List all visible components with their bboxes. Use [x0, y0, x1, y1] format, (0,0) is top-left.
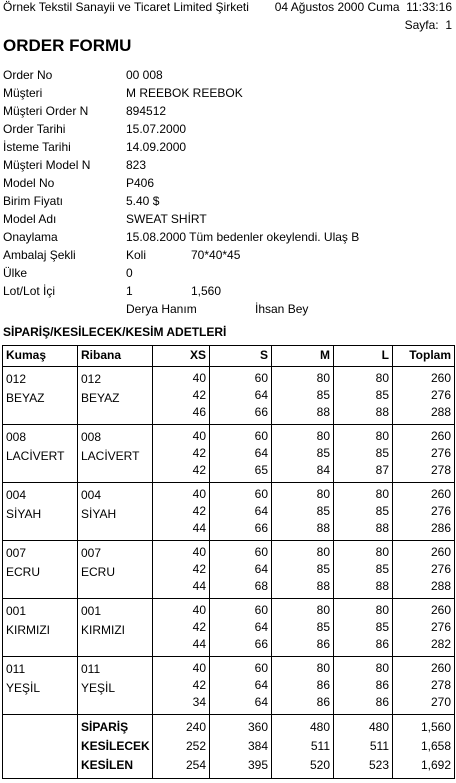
qty-value: 80	[316, 661, 330, 675]
qty-value: 40	[192, 545, 206, 559]
rib-text: LACİVERT	[81, 449, 140, 463]
rib-text: KIRMIZI	[81, 623, 125, 637]
qty-value: 85	[375, 504, 389, 518]
cell-m	[272, 367, 334, 425]
qty-value: 44	[192, 579, 206, 593]
qty-value: 288	[430, 579, 451, 593]
qty-value: 60	[254, 603, 268, 617]
cell-m	[272, 541, 334, 599]
cell-s	[210, 599, 272, 657]
cell-values	[396, 428, 451, 479]
cell-values	[396, 602, 451, 653]
total-value: 254	[185, 758, 206, 772]
field-label: Müşteri Order N	[3, 104, 89, 118]
total-value: 395	[247, 758, 268, 772]
field-label: Model Adı	[3, 212, 57, 226]
fabric-text: 004	[6, 488, 27, 502]
cell-empty	[3, 715, 78, 779]
cell-values	[6, 544, 74, 582]
column-header-l: L	[334, 346, 393, 367]
cell-values	[213, 544, 268, 595]
cell-values	[337, 602, 389, 653]
qty-value: 42	[192, 504, 206, 518]
column-header-toplam: Toplam	[393, 346, 455, 367]
page-number: Sayfa: 1	[404, 18, 452, 32]
qty-value: 260	[430, 487, 451, 501]
cell-l	[334, 367, 393, 425]
fabric-text: SİYAH	[6, 507, 42, 521]
fabric-text: 008	[6, 430, 27, 444]
qty-value: 60	[254, 661, 268, 675]
qty-value: 80	[375, 371, 389, 385]
column-header-s: S	[210, 346, 272, 367]
qty-value: 40	[192, 661, 206, 675]
cell-values	[6, 660, 74, 698]
field-label: Ülke	[3, 266, 28, 280]
qty-value: 80	[375, 487, 389, 501]
cell-total-m	[272, 715, 334, 779]
qty-value: 85	[375, 620, 389, 634]
field-label: Birim Fiyatı	[3, 194, 63, 208]
cell-xs	[153, 425, 210, 483]
cell-ribana	[78, 599, 153, 657]
qty-value: 88	[316, 521, 330, 535]
field-value: 823	[126, 158, 147, 172]
cell-l	[334, 483, 393, 541]
rib-text: YEŞİL	[81, 681, 116, 695]
cell-total-s	[210, 715, 272, 779]
qty-value: 260	[430, 603, 451, 617]
cell-values	[156, 660, 206, 711]
cell-values	[213, 602, 268, 653]
cell-s	[210, 425, 272, 483]
field-label: Lot/Lot İçi	[3, 284, 56, 298]
cell-m	[272, 599, 334, 657]
page-title: ORDER FORMU	[3, 36, 132, 55]
cell-values	[213, 486, 268, 537]
field-value: 15.08.2000 Tüm bedenler okeylendi. Ulaş B	[126, 230, 360, 244]
cell-values	[337, 486, 389, 537]
qty-value: 85	[316, 620, 330, 634]
cell-s	[210, 483, 272, 541]
qty-value: 42	[192, 463, 206, 477]
total-value: 360	[247, 720, 268, 734]
qty-value: 60	[254, 545, 268, 559]
table-row	[3, 483, 455, 541]
cell-ribana	[78, 657, 153, 715]
cell-values	[275, 428, 330, 479]
cell-values	[396, 486, 451, 537]
cell-values	[81, 602, 149, 640]
cell-ribana	[78, 367, 153, 425]
qty-value: 40	[192, 603, 206, 617]
qty-value: 64	[254, 620, 268, 634]
cell-values	[275, 602, 330, 653]
qty-value: 278	[430, 463, 451, 477]
fabric-text: 012	[6, 372, 27, 386]
cell-m	[272, 483, 334, 541]
field-label: Model No	[3, 176, 55, 190]
qty-value: 64	[254, 562, 268, 576]
cell-ribana	[78, 483, 153, 541]
field-label: Order Tarihi	[3, 122, 66, 136]
qty-value: 286	[430, 521, 451, 535]
qty-value: 87	[375, 463, 389, 477]
table-row	[3, 657, 455, 715]
cell-xs	[153, 541, 210, 599]
field-value-secondary: 1,560	[191, 284, 222, 298]
qty-value: 64	[254, 695, 268, 709]
table-header-row	[3, 346, 455, 367]
report-datetime: 04 Ağustos 2000 Cuma 11:33:16	[274, 0, 452, 14]
qty-value: 88	[316, 579, 330, 593]
cell-s	[210, 367, 272, 425]
qty-value: 276	[430, 620, 451, 634]
qty-value: 46	[192, 405, 206, 419]
cell-values	[6, 428, 74, 466]
qty-value: 278	[430, 678, 451, 692]
cell-total-l	[334, 715, 393, 779]
field-value: SWEAT SHİRT	[126, 212, 207, 226]
cell-values	[156, 370, 206, 421]
field-label: Order No	[3, 68, 53, 82]
qty-value: 260	[430, 545, 451, 559]
totals-label-text: KESİLECEK	[81, 739, 150, 753]
cell-toplam	[393, 541, 455, 599]
qty-value: 66	[254, 405, 268, 419]
rib-text: BEYAZ	[81, 391, 120, 405]
qty-value: 288	[430, 405, 451, 419]
fabric-text: YEŞİL	[6, 681, 41, 695]
qty-value: 85	[316, 388, 330, 402]
rib-text: 001	[81, 604, 102, 618]
table-row	[3, 367, 455, 425]
qty-value: 84	[316, 463, 330, 477]
cell-xs	[153, 367, 210, 425]
qty-value: 80	[375, 545, 389, 559]
qty-value: 42	[192, 388, 206, 402]
cell-values	[81, 486, 149, 524]
qty-value: 276	[430, 504, 451, 518]
cell-total-xs	[153, 715, 210, 779]
qty-value: 260	[430, 429, 451, 443]
qty-value: 88	[316, 405, 330, 419]
cell-values	[396, 544, 451, 595]
cell-values	[275, 544, 330, 595]
qty-value: 85	[316, 504, 330, 518]
fabric-text: 011	[6, 662, 26, 676]
qty-value: 86	[316, 637, 330, 651]
cell-toplam	[393, 367, 455, 425]
cell-values	[337, 428, 389, 479]
column-header-kumas: Kumaş	[3, 346, 78, 367]
qty-value: 60	[254, 429, 268, 443]
qty-value: 42	[192, 562, 206, 576]
total-value: 240	[185, 720, 206, 734]
qty-value: 88	[375, 405, 389, 419]
rib-text: 011	[81, 662, 101, 676]
qty-value: 86	[316, 678, 330, 692]
contact-name: Derya Hanım	[126, 302, 197, 316]
qty-value: 85	[316, 562, 330, 576]
field-value: 1	[126, 284, 133, 298]
rib-text: ECRU	[81, 565, 116, 579]
qty-value: 44	[192, 521, 206, 535]
total-value: 523	[368, 758, 389, 772]
qty-value: 80	[375, 603, 389, 617]
column-header-ribana: Ribana	[78, 346, 153, 367]
qty-value: 80	[316, 429, 330, 443]
cell-l	[334, 541, 393, 599]
cell-values	[156, 718, 206, 775]
cell-values	[275, 718, 330, 775]
cell-values	[81, 428, 149, 466]
qty-value: 64	[254, 504, 268, 518]
cell-toplam	[393, 657, 455, 715]
cell-values	[213, 718, 268, 775]
total-value: 511	[310, 739, 330, 753]
qty-value: 85	[375, 446, 389, 460]
cell-values	[337, 718, 389, 775]
cell-m	[272, 425, 334, 483]
cell-ribana	[78, 425, 153, 483]
cell-values	[81, 660, 149, 698]
cell-values	[275, 370, 330, 421]
cell-values	[156, 544, 206, 595]
total-value: 1,692	[420, 758, 451, 772]
rib-text: 004	[81, 488, 102, 502]
qty-value: 40	[192, 371, 206, 385]
qty-value: 80	[316, 603, 330, 617]
qty-value: 86	[375, 678, 389, 692]
qty-value: 85	[316, 446, 330, 460]
qty-value: 60	[254, 371, 268, 385]
rib-text: 007	[81, 546, 102, 560]
qty-value: 86	[375, 637, 389, 651]
qty-value: 64	[254, 446, 268, 460]
qty-value: 42	[192, 620, 206, 634]
quantities-table	[2, 345, 455, 779]
qty-value: 276	[430, 562, 451, 576]
field-label: Onaylama	[3, 230, 58, 244]
cell-values	[6, 486, 74, 524]
fabric-text: 001	[6, 604, 27, 618]
fabric-text: LACİVERT	[6, 449, 65, 463]
column-header-xs: XS	[153, 346, 210, 367]
cell-values	[396, 370, 451, 421]
cell-xs	[153, 657, 210, 715]
fabric-text: 007	[6, 546, 27, 560]
cell-kumas	[3, 483, 78, 541]
qty-value: 86	[375, 695, 389, 709]
qty-value: 44	[192, 637, 206, 651]
fabric-text: BEYAZ	[6, 391, 45, 405]
totals-label-text: SİPARİŞ	[81, 720, 129, 734]
total-value: 384	[247, 739, 268, 753]
cell-kumas	[3, 425, 78, 483]
cell-toplam	[393, 425, 455, 483]
cell-values	[6, 370, 74, 408]
qty-value: 85	[375, 562, 389, 576]
qty-value: 80	[375, 429, 389, 443]
cell-values	[81, 718, 149, 775]
field-value: 0	[126, 266, 133, 280]
cell-xs	[153, 599, 210, 657]
total-value: 480	[368, 720, 389, 734]
qty-value: 40	[192, 487, 206, 501]
rib-text: 008	[81, 430, 102, 444]
total-value: 1,658	[420, 739, 451, 753]
qty-value: 270	[430, 695, 451, 709]
fabric-text: ECRU	[6, 565, 41, 579]
qty-value: 282	[430, 637, 451, 651]
qty-value: 260	[430, 371, 451, 385]
cell-kumas	[3, 367, 78, 425]
qty-value: 276	[430, 446, 451, 460]
cell-values	[213, 370, 268, 421]
cell-values	[337, 544, 389, 595]
qty-value: 40	[192, 429, 206, 443]
total-value: 1,560	[420, 720, 451, 734]
cell-values	[156, 602, 206, 653]
cell-totals-labels	[78, 715, 153, 779]
field-label: Müşteri Model N	[3, 158, 91, 172]
field-value: M REEBOK REEBOK	[126, 86, 243, 100]
field-value-secondary: 70*40*45	[191, 248, 241, 262]
qty-value: 80	[375, 661, 389, 675]
cell-values	[275, 660, 330, 711]
rib-text: 012	[81, 372, 102, 386]
cell-xs	[153, 483, 210, 541]
cell-values	[213, 660, 268, 711]
cell-s	[210, 541, 272, 599]
field-value: 5.40 $	[126, 194, 160, 208]
totals-label-text: KESİLEN	[81, 758, 134, 772]
table-row	[3, 425, 455, 483]
qty-value: 88	[375, 579, 389, 593]
qty-value: 60	[254, 487, 268, 501]
section-title: SİPARİŞ/KESİLECEK/KESİM ADETLERİ	[3, 325, 227, 339]
qty-value: 66	[254, 521, 268, 535]
cell-l	[334, 599, 393, 657]
qty-value: 260	[430, 661, 451, 675]
field-value: Koli	[126, 248, 147, 262]
qty-value: 65	[254, 463, 268, 477]
field-value: 15.07.2000	[126, 122, 187, 136]
table-row	[3, 599, 455, 657]
rib-text: SİYAH	[81, 507, 117, 521]
qty-value: 42	[192, 446, 206, 460]
totals-row	[3, 715, 455, 779]
cell-m	[272, 657, 334, 715]
total-value: 511	[369, 739, 389, 753]
qty-value: 80	[316, 545, 330, 559]
field-value: 00 008	[126, 68, 163, 82]
cell-toplam	[393, 483, 455, 541]
cell-values	[337, 370, 389, 421]
cell-s	[210, 657, 272, 715]
qty-value: 64	[254, 678, 268, 692]
company-name: Örnek Tekstil Sanayii ve Ticaret Limited Şirketi	[3, 0, 249, 14]
total-value: 252	[185, 739, 206, 753]
cell-values	[6, 602, 74, 640]
qty-value: 68	[254, 579, 268, 593]
qty-value: 276	[430, 388, 451, 402]
cell-kumas	[3, 657, 78, 715]
cell-l	[334, 657, 393, 715]
total-value: 520	[309, 758, 330, 772]
cell-kumas	[3, 541, 78, 599]
qty-value: 80	[316, 487, 330, 501]
cell-values	[81, 370, 149, 408]
table-row	[3, 541, 455, 599]
cell-kumas	[3, 599, 78, 657]
cell-values	[396, 718, 451, 775]
qty-value: 64	[254, 388, 268, 402]
qty-value: 88	[375, 521, 389, 535]
cell-values	[337, 660, 389, 711]
cell-ribana	[78, 541, 153, 599]
cell-values	[275, 486, 330, 537]
qty-value: 80	[316, 371, 330, 385]
qty-value: 34	[192, 695, 206, 709]
contact-name: İhsan Bey	[255, 302, 309, 316]
qty-value: 42	[192, 678, 206, 692]
total-value: 480	[309, 720, 330, 734]
field-value: P406	[126, 176, 155, 190]
field-label: Ambalaj Şekli	[3, 248, 76, 262]
qty-value: 66	[254, 637, 268, 651]
field-value: 14.09.2000	[126, 140, 187, 154]
cell-values	[156, 486, 206, 537]
cell-toplam	[393, 599, 455, 657]
cell-values	[396, 660, 451, 711]
cell-l	[334, 425, 393, 483]
cell-values	[213, 428, 268, 479]
fabric-text: KIRMIZI	[6, 623, 50, 637]
field-value: 894512	[126, 104, 167, 118]
field-label: Müşteri	[3, 86, 43, 100]
field-label: İsteme Tarihi	[3, 140, 71, 154]
cell-values	[156, 428, 206, 479]
cell-total-toplam	[393, 715, 455, 779]
qty-value: 85	[375, 388, 389, 402]
cell-values	[81, 544, 149, 582]
column-header-m: M	[272, 346, 334, 367]
qty-value: 86	[316, 695, 330, 709]
